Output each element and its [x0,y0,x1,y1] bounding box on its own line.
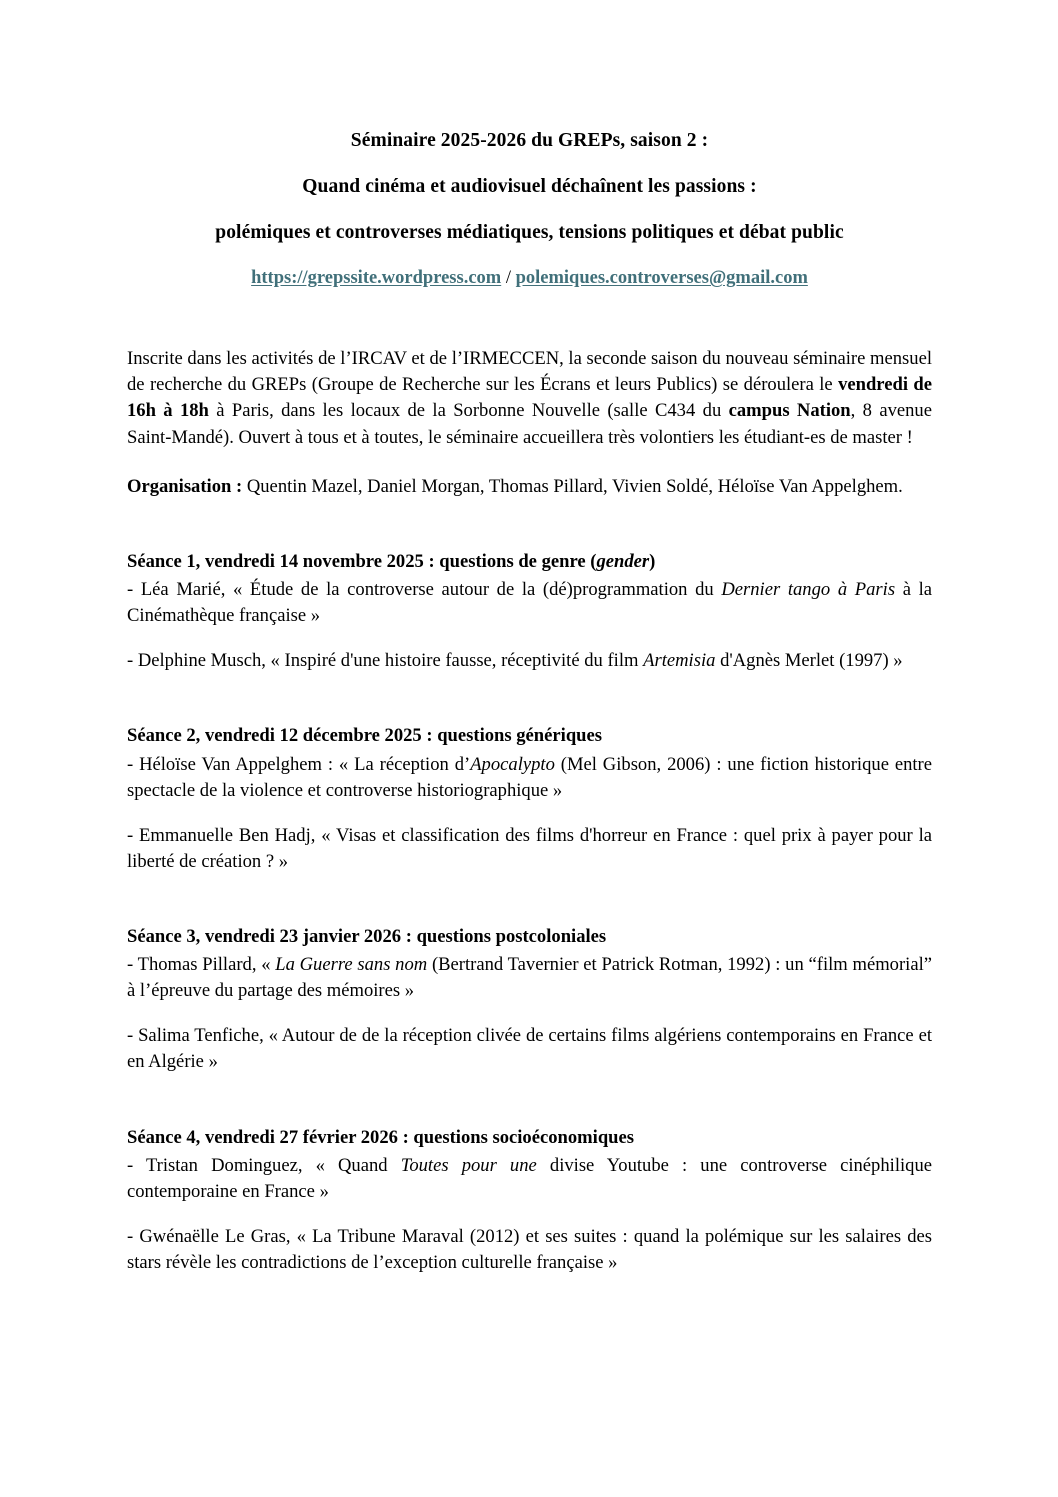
seance-4-entry-1-a: - Tristan Dominguez, « Quand [127,1154,401,1176]
page-title-line-1: Séminaire 2025-2026 du GREPs, saison 2 : [350,130,709,151]
seance-block-3 [127,924,932,1076]
seance-heading-1-tail: ) [649,551,656,573]
seance-heading-4-plain: Séance 4, vendredi 27 février 2026 : questions socioéconomiques [127,1126,634,1148]
seance-2-entry-1 [127,752,932,804]
organisation-paragraph [127,474,932,500]
seance-heading-3-plain: Séance 3, vendredi 23 janvier 2026 : questions postcoloniales [127,926,607,948]
seance-1-entry-2 [127,648,932,674]
seance-heading-1-plain: Séance 1, vendredi 14 novembre 2025 : questions de genre ( [127,551,597,573]
seance-1-entry-1-title: Dernier tango à Paris [721,579,896,601]
seance-2-entry-2 [127,823,932,875]
intro-bold-campus: campus Nation [728,400,851,422]
email-link[interactable]: polemiques.controverses@gmail.com [515,268,808,288]
website-link[interactable]: https://grepssite.wordpress.com [251,268,502,288]
seance-4-entry-1-title: Toutes pour une [400,1154,537,1176]
seance-heading-1-italic: gender [596,551,650,573]
seance-3-entry-1-title: La Guerre sans nom [275,954,428,976]
seance-heading-4 [127,1125,932,1151]
seance-1-entry-1 [127,577,932,629]
seance-heading-2 [127,723,932,749]
intro-part-3: , 8 avenue Saint-Mandé). Ouvert à tous et à toutes, le séminaire accueillera très volontiers les étudiant-es de master ! [127,400,932,448]
intro-paragraph [127,346,932,451]
seance-block-1 [127,549,932,674]
contact-links [127,256,932,300]
page-title-line-2: Quand cinéma et audiovisuel déchaînent les passions : [302,176,757,197]
seance-1-entry-1-b: à la Cinémathèque française » [127,579,933,627]
organisation-label: Organisation : [127,475,243,497]
page-title-line-3: polémiques et controverses médiatiques, tensions politiques et débat public [215,222,844,243]
seance-block-4 [127,1125,932,1277]
seance-2-entry-1-b: (Mel Gibson, 2006) : une fiction historique entre spectacle de la violence et controverse historiographique » [127,753,932,801]
seance-block-2 [127,723,932,875]
seance-4-entry-2-a: - Gwénaëlle Le Gras, « La Tribune Maraval (2012) et ses suites : quand la polémique sur les salaires des stars révèle les contradictions de l’exception culturelle française » [127,1225,932,1274]
seance-heading-1 [127,549,932,575]
seance-heading-2-plain: Séance 2, vendredi 12 décembre 2025 : questions génériques [127,725,602,747]
seance-3-entry-1-b: (Bertrand Tavernier et Patrick Rotman, 1992) : un “film mémorial” à l’épreuve du partage des mémoires » [127,954,932,1002]
seance-4-entry-2 [127,1224,932,1276]
seance-2-entry-2-a: - Emmanuelle Ben Hadj, « Visas et classification des films d'horreur en France : quel prix à payer pour la liberté de création ? » [127,824,932,872]
seance-1-entry-1-a: - Léa Marié, « Étude de la controverse autour de la (dé)programmation du [127,579,722,601]
seance-heading-3 [127,924,932,950]
intro-part-2: à Paris, dans les locaux de la Sorbonne Nouvelle (salle C434 du [208,400,729,422]
intro-bold-schedule: vendredi de 16h à 18h [127,374,932,422]
seance-4-entry-1-b: divise Youtube : une controverse cinéphilique contemporaine en France » [127,1154,932,1203]
seance-4-entry-1 [127,1153,932,1205]
seance-3-entry-1-a: - Thomas Pillard, « [127,954,276,976]
seance-1-entry-2-a: - Delphine Musch, « Inspiré d'une histoire fausse, réceptivité du film [127,650,644,672]
seance-3-entry-1 [127,952,932,1004]
seance-3-entry-2-a: - Salima Tenfiche, « Autour de de la réception clivée de certains films algériens contemporains en France et en Algérie » [127,1025,932,1073]
intro-part-1: Inscrite dans les activités de l’IRCAV et de l’IRMECCEN, la seconde saison du nouveau séminaire mensuel de recherche du GREPs (Groupe de Recherche sur les Écrans et leurs Publics) se déroulera le [127,348,932,396]
document-title-block [127,118,932,256]
seance-1-entry-2-b: d'Agnès Merlet (1997) » [715,650,903,672]
seance-1-entry-2-title: Artemisia [643,650,716,672]
seance-3-entry-2 [127,1023,932,1075]
seance-2-entry-1-title: Apocalypto [470,753,555,775]
link-separator: / [501,268,516,288]
organisation-names: Quentin Mazel, Daniel Morgan, Thomas Pillard, Vivien Soldé, Héloïse Van Appelghem. [242,475,903,497]
seance-2-entry-1-a: - Héloïse Van Appelghem : « La réception d’ [127,753,471,775]
